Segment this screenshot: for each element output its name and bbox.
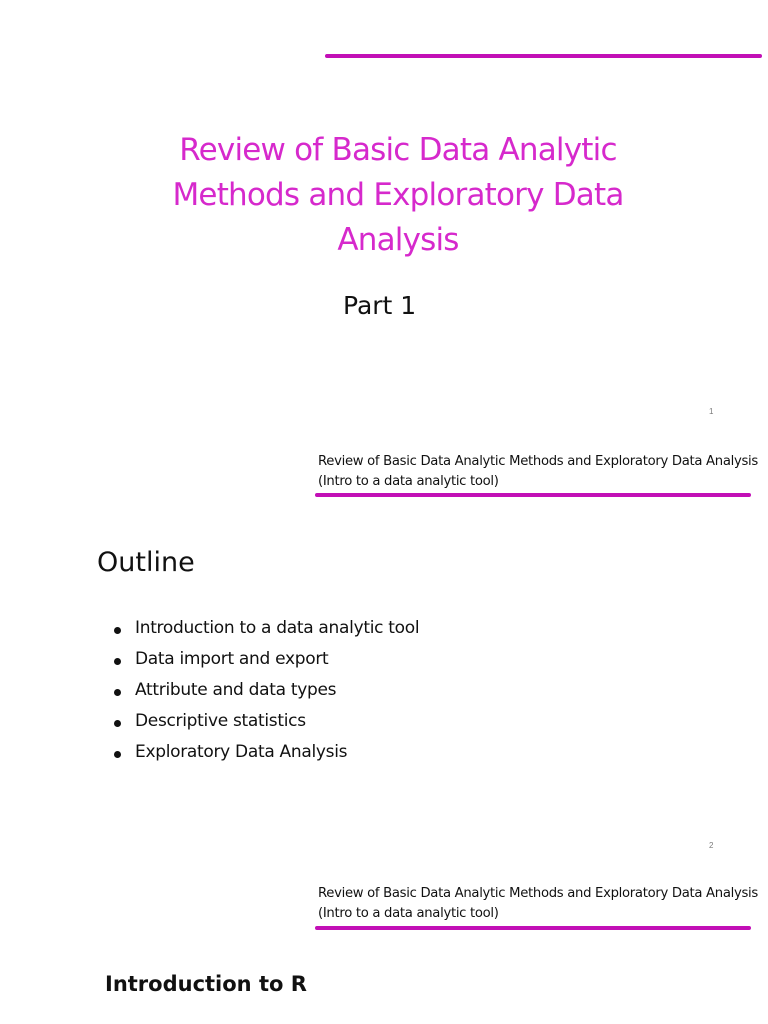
list-item [114,736,419,767]
slide-2-header-line: Review of Basic Data Analytic Methods and Exploratory Data Analysis [318,454,758,469]
bullet-icon [114,751,121,758]
list-item-text: Descriptive statistics [135,710,306,731]
outline-bullet-list [114,612,419,767]
list-item-text: Exploratory Data Analysis [135,741,348,762]
slide-3-accent-rule [315,926,751,930]
slide-3-header [318,884,768,924]
slide-1-title-line: Analysis [337,222,459,258]
slide-2-page-number: 2 [709,841,714,850]
slide-2-heading: Outline [97,547,195,578]
slide-1-title-line: Review of Basic Data Analytic [179,132,617,168]
slide-1-title [100,128,696,263]
slide-1-subtitle: Part 1 [343,291,417,320]
list-item [114,643,419,674]
slide-3-title: Introduction to R [105,972,307,996]
slide-2-header-line: (Intro to a data analytic tool) [318,474,499,489]
slide-3-header-line: Review of Basic Data Analytic Methods and Exploratory Data Analysis [318,886,758,901]
slide-2-header [318,452,768,492]
slide-1-page-number: 1 [709,407,714,416]
slide-3-header-line: (Intro to a data analytic tool) [318,906,499,921]
list-item-text: Introduction to a data analytic tool [135,617,420,638]
list-item-text: Attribute and data types [135,679,337,700]
list-item [114,674,419,705]
list-item [114,612,419,643]
bullet-icon [114,627,121,634]
bullet-icon [114,658,121,665]
slide-1-accent-rule [325,54,762,58]
bullet-icon [114,689,121,696]
bullet-icon [114,720,121,727]
list-item-text: Data import and export [135,648,329,669]
slide-1-title-line: Methods and Exploratory Data [172,177,624,213]
slide-2-accent-rule [315,493,751,497]
list-item [114,705,419,736]
